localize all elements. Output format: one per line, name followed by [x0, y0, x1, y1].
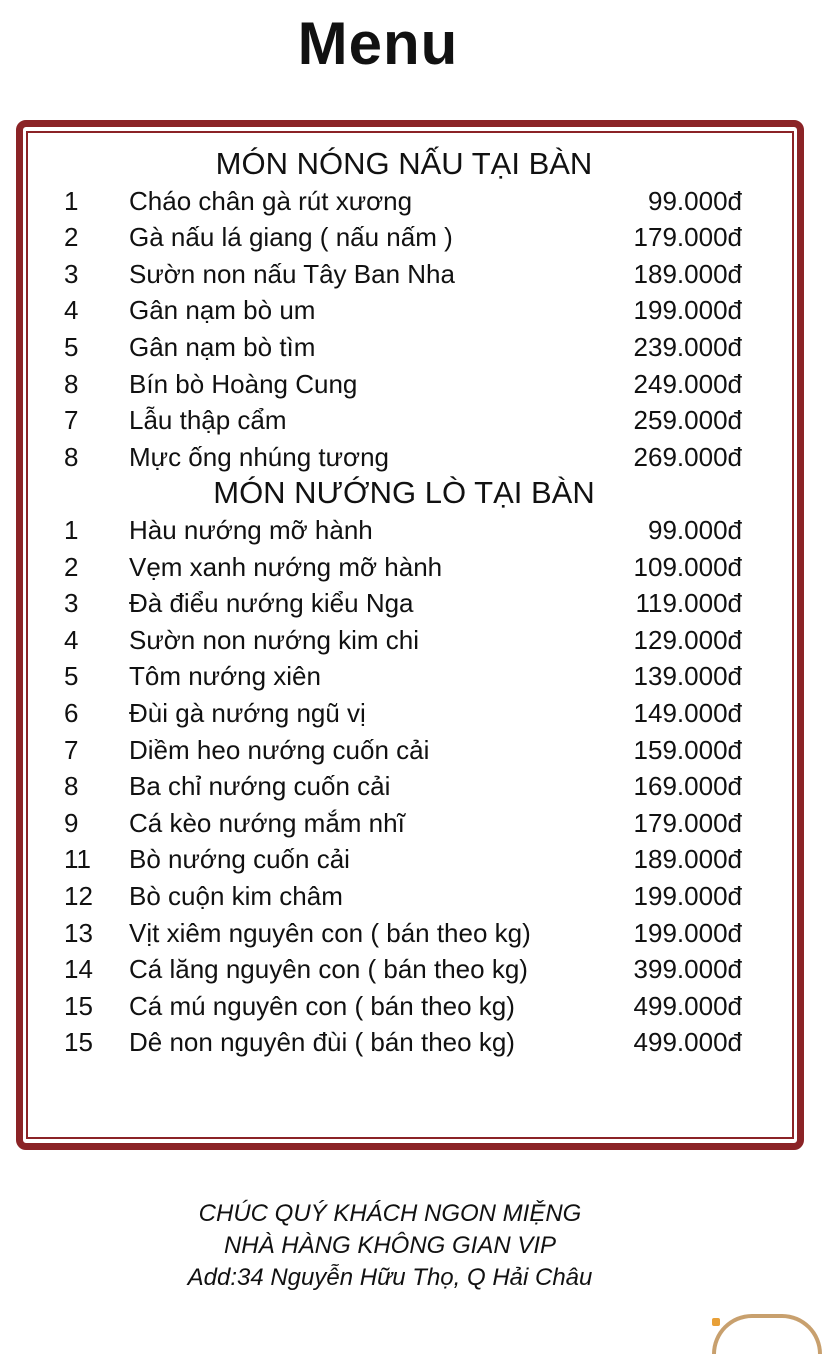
menu-item [0, 219, 836, 255]
menu-item [0, 951, 836, 987]
menu-item [0, 622, 836, 658]
item-price: 499.000đ [633, 1027, 742, 1058]
item-price: 169.000đ [633, 771, 742, 802]
item-number: 13 [64, 917, 93, 948]
item-name: Lẫu thập cẩm [129, 405, 287, 436]
menu-item [0, 915, 836, 951]
menu-item [0, 658, 836, 694]
item-name: Đà điểu nướng kiểu Nga [129, 588, 414, 619]
item-price: 159.000đ [633, 734, 742, 765]
item-price: 149.000đ [633, 698, 742, 728]
item-number: 2 [64, 222, 79, 253]
item-price: 139.000đ [633, 661, 742, 692]
item-number: 15 [64, 990, 93, 1021]
item-number: 4 [64, 295, 79, 326]
item-price: 129.000đ [633, 624, 742, 655]
item-name: Diềm heo nướng cuốn cải [129, 734, 430, 765]
item-name: Gân nạm bò tìm [129, 332, 316, 362]
footer-greeting: CHÚC QUÝ KHÁCH NGON MIỆNG [198, 1200, 582, 1227]
menu-item [0, 366, 836, 402]
item-price: 119.000đ [635, 588, 742, 619]
item-name: Sườn non nấu Tây Ban Nha [129, 258, 455, 289]
menu-item [0, 1024, 836, 1060]
item-number: 8 [64, 771, 79, 802]
item-price: 99.000đ [648, 515, 742, 545]
item-number: 1 [64, 185, 79, 216]
item-name: Vịt xiêm nguyên con ( bán theo kg) [129, 917, 531, 948]
item-name: Sườn non nướng kim chi [129, 624, 420, 655]
item-name: Tôm nướng xiên [129, 661, 321, 692]
item-number: 5 [64, 332, 79, 362]
item-price: 189.000đ [633, 258, 742, 289]
item-name: Cá lăng nguyên con ( bán theo kg) [129, 954, 528, 985]
item-name: Gà nấu lá giang ( nấu nấm ) [129, 222, 453, 253]
item-price: 199.000đ [633, 295, 742, 326]
item-name: Vẹm xanh nướng mỡ hành [129, 551, 443, 582]
logo-arc-icon [712, 1314, 822, 1354]
menu-item [0, 805, 836, 841]
item-number: 6 [64, 698, 79, 728]
menu-item [0, 329, 836, 365]
item-name: Gân nạm bò um [129, 295, 316, 326]
menu-item [0, 585, 836, 621]
item-price: 259.000đ [633, 405, 742, 436]
item-name: Mực ống nhúng tương [129, 441, 390, 472]
item-price: 189.000đ [633, 844, 742, 875]
item-price: 199.000đ [633, 917, 742, 948]
item-number: 1 [64, 515, 79, 545]
footer-address: Add:34 Nguyễn Hữu Thọ, Q Hải Châu [187, 1264, 593, 1291]
item-name: Dê non nguyên đùi ( bán theo kg) [129, 1027, 515, 1058]
menu-item [0, 841, 836, 877]
item-price: 499.000đ [633, 990, 742, 1021]
item-number: 5 [64, 661, 79, 692]
item-number: 2 [64, 551, 79, 582]
item-price: 199.000đ [633, 881, 742, 911]
menu-item [0, 768, 836, 804]
item-price: 179.000đ [633, 807, 742, 838]
menu-item [0, 183, 836, 219]
item-name: Bò cuộn kim châm [129, 881, 343, 911]
item-number: 12 [64, 881, 93, 911]
item-price: 239.000đ [633, 332, 742, 362]
item-price: 399.000đ [633, 954, 742, 985]
menu-item [0, 695, 836, 731]
item-name: Cháo chân gà rút xương [129, 185, 413, 216]
item-price: 99.000đ [648, 185, 742, 216]
item-number: 7 [64, 405, 79, 436]
item-number: 15 [64, 1027, 93, 1058]
item-name: Bò nướng cuốn cải [129, 844, 350, 875]
section-title: MÓN NƯỚNG LÒ TẠI BÀN [213, 475, 595, 511]
menu-item [0, 439, 836, 475]
menu-item [0, 512, 836, 548]
item-name: Ba chỉ nướng cuốn cải [129, 771, 391, 802]
section-title: MÓN NÓNG NẤU TẠI BÀN [215, 146, 593, 181]
item-name: Cá kèo nướng mắm nhĩ [129, 807, 405, 838]
item-name: Hàu nướng mỡ hành [129, 515, 373, 545]
item-number: 3 [64, 258, 79, 289]
menu-item [0, 878, 836, 914]
item-number: 8 [64, 441, 79, 472]
item-number: 11 [64, 844, 91, 875]
menu-item [0, 256, 836, 292]
menu-item [0, 402, 836, 438]
item-name: Đùi gà nướng ngũ vị [129, 698, 366, 728]
menu-title: Menu [297, 10, 459, 77]
item-number: 4 [64, 624, 79, 655]
item-number: 7 [64, 734, 79, 765]
menu-item [0, 732, 836, 768]
item-number: 3 [64, 588, 79, 619]
item-price: 269.000đ [633, 441, 742, 472]
item-number: 8 [64, 368, 79, 399]
footer-restaurant-name: NHÀ HÀNG KHÔNG GIAN VIP [223, 1232, 557, 1259]
item-name: Cá mú nguyên con ( bán theo kg) [129, 990, 515, 1021]
item-price: 109.000đ [633, 551, 742, 582]
menu-item [0, 988, 836, 1024]
item-price: 249.000đ [633, 368, 742, 399]
logo-dot-icon [712, 1318, 720, 1326]
menu-item [0, 292, 836, 328]
item-name: Bín bò Hoàng Cung [129, 368, 358, 399]
item-number: 9 [64, 807, 79, 838]
menu-item [0, 549, 836, 585]
item-price: 179.000đ [633, 222, 742, 253]
item-number: 14 [64, 954, 93, 985]
